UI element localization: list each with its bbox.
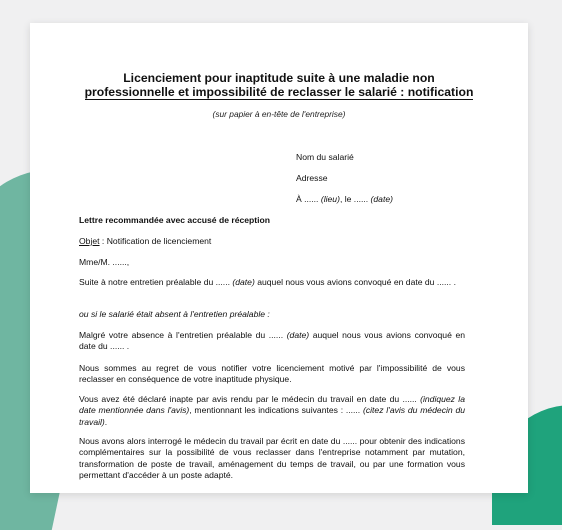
paragraph-1-date: (date): [232, 277, 255, 287]
document-title: [30, 71, 528, 100]
paragraph-4-text-c: , mentionnant les indications suivantes : ......: [189, 405, 363, 416]
paragraph-1-text-a: Suite à notre entretien préalable du ......: [79, 277, 233, 287]
paragraph-2-text-c: auquel nous vous avions convoqué en date du ...... .: [79, 330, 466, 352]
title-line-2: professionnelle et impossibilité de reclasser le salarié : notification: [84, 85, 474, 99]
paragraph-4-text-a: Vous avez été déclaré inapte par avis rendu par le médecin du travail en date du ......: [79, 394, 421, 404]
place-placeholder: (lieu): [320, 194, 340, 204]
subject-label: Objet: [79, 236, 100, 246]
recipient-address: Adresse: [296, 173, 328, 183]
letterhead-note: (sur papier à en-tête de l'entreprise): [212, 109, 346, 119]
paragraph-5: Nous avons alors interrogé le médecin du travail par écrit en date du ...... pour obtenir des indications complémentaires sur la possibilité de vous reclasser dans l'entreprise notamment par mutation, transformation de poste de travail, aménagement du temps de travail, ou par une formation vous permettant d'accéder à un poste adapté.: [79, 436, 465, 481]
paragraph-2: [79, 330, 465, 353]
paragraph-4: [79, 394, 465, 428]
alternative-note: ou si le salarié était absent à l'entretien préalable :: [79, 309, 270, 319]
salutation: Mme/M. ......,: [79, 257, 130, 267]
paragraph-4-text-e: .: [104, 416, 108, 427]
title-line-1: Licenciement pour inaptitude suite à une maladie non: [123, 71, 435, 85]
recipient-name: Nom du salarié: [296, 152, 354, 162]
subject-line: [79, 236, 465, 247]
paragraph-3: Nous sommes au regret de vous notifier votre licenciement motivé par l'impossibilité de vous reclasser en conséquence de votre inaptitude physique.: [79, 363, 465, 385]
paragraph-4-date-hint: (indiquez la date mentionnée dans l'avis): [79, 394, 465, 416]
registered-mail-line: Lettre recommandée avec accusé de réception: [79, 215, 271, 225]
paragraph-2-date: (date): [286, 330, 310, 340]
paragraph-1: [79, 277, 465, 288]
place-date-line: [296, 194, 393, 204]
date-placeholder: (date): [370, 194, 393, 204]
letter-page: [30, 23, 528, 493]
paragraph-2-text-a: Malgré votre absence à l'entretien préalable du ......: [79, 330, 287, 340]
place-date-prefix: À ......: [296, 194, 321, 204]
subject-text: : Notification de licenciement: [99, 236, 212, 246]
paragraph-1-text-c: auquel nous vous avions convoqué en date du ...... .: [254, 277, 456, 287]
paragraph-4-opinion-hint: (citez l'avis du médecin du travail): [79, 405, 466, 427]
place-date-mid: , le ......: [339, 194, 371, 204]
